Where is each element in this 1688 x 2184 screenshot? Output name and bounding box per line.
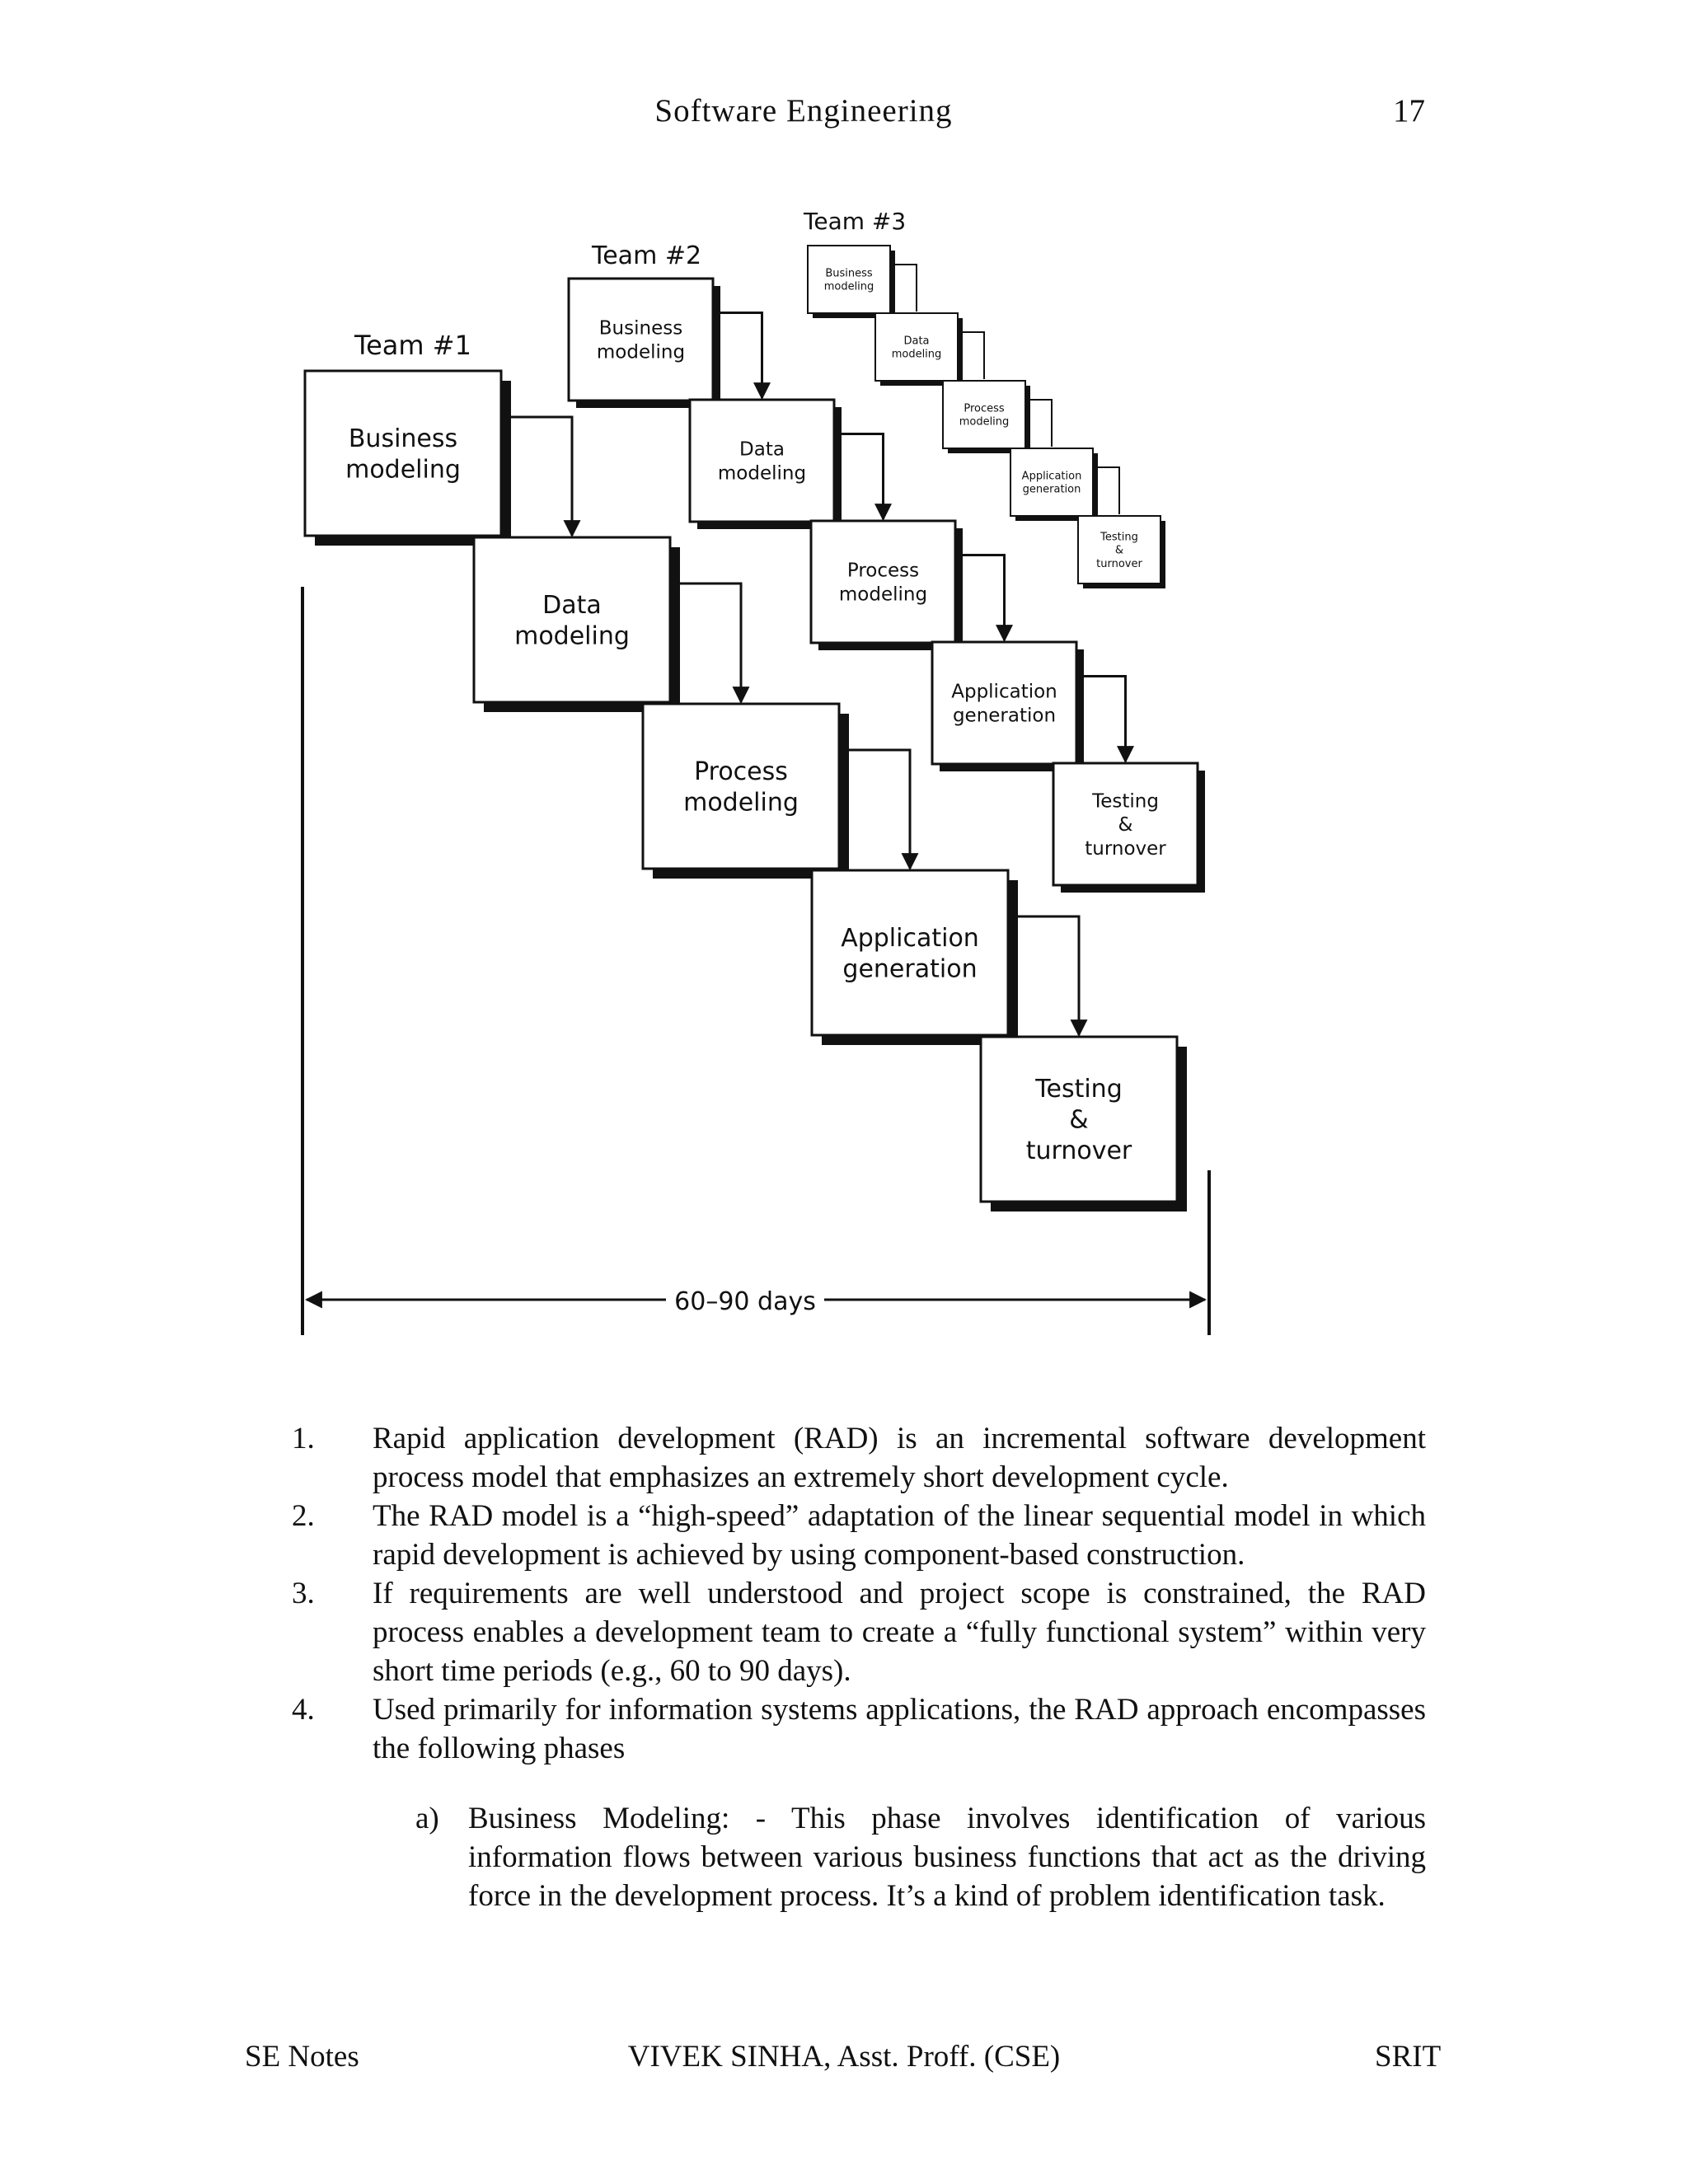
phase-label: Process <box>694 757 788 786</box>
phase-label: & <box>1114 544 1124 557</box>
phase-label: modeling <box>891 348 942 361</box>
footer-center: VIVEK SINHA, Asst. Proff. (CSE) <box>627 2040 1061 2074</box>
list-item-text: Used primarily for information systems applications, the RAD approach encompasses the following phases <box>373 1693 1426 1765</box>
phase-label: & <box>1069 1105 1089 1135</box>
phase-box <box>808 246 895 318</box>
phase-label: turnover <box>1096 557 1142 570</box>
sub-list-item-text: Business Modeling: - This phase involves identification of various information flows between various business functions that act as the driving force in the development process. It’s a kind of problem identification task. <box>468 1802 1426 1913</box>
phases-sublist <box>412 1799 1426 1915</box>
phase-label: Business <box>348 424 458 453</box>
phase-connector-arrow <box>1018 916 1079 1035</box>
phase-label: modeling <box>717 462 807 485</box>
phase-box <box>569 279 720 408</box>
list-item-number: 1. <box>292 1422 315 1455</box>
phase-label: turnover <box>1025 1137 1132 1165</box>
phase-label: modeling <box>959 415 1010 429</box>
phase-box <box>811 521 963 650</box>
phase-connector-arrow <box>849 750 910 869</box>
phase-label: modeling <box>823 280 874 293</box>
phase-box <box>690 400 842 529</box>
phase-label: Application <box>841 923 979 953</box>
phase-box <box>643 704 849 879</box>
phase-label: modeling <box>514 621 630 651</box>
phase-label: Application <box>951 681 1057 703</box>
footer-left: SE Notes <box>245 2040 359 2074</box>
team-label: Team #1 <box>354 330 471 361</box>
duration-label: 60–90 days <box>674 1287 816 1316</box>
phase-label: turnover <box>1085 837 1166 860</box>
footer-right: SRIT <box>1375 2040 1442 2074</box>
phase-label: generation <box>952 705 1057 727</box>
phase-box <box>1053 763 1205 893</box>
list-item-text: Rapid application development (RAD) is an incremental software development process model that emphasizes an extremely short development cycle. <box>373 1422 1426 1494</box>
phase-connector-arrow <box>842 434 884 519</box>
phase-box <box>932 642 1084 771</box>
phase-label: & <box>1118 814 1133 837</box>
phase-connector-arrow <box>1084 676 1126 762</box>
phase-label: modeling <box>683 788 799 818</box>
phase-connector-arrow <box>720 312 762 398</box>
phase-label: Testing <box>1100 531 1138 544</box>
phase-box <box>943 381 1030 453</box>
phase-label: Data <box>903 335 930 348</box>
phase-box <box>875 313 963 386</box>
phase-box <box>305 371 511 546</box>
phase-label: Process <box>846 560 920 582</box>
phase-label: Application <box>1021 470 1082 483</box>
list-item-number: 4. <box>292 1693 315 1727</box>
page-header-title: Software Engineering <box>654 93 953 129</box>
list-item <box>288 1690 1426 1768</box>
phase-box <box>474 537 680 712</box>
phase-connector-arrow <box>963 555 1005 640</box>
phase-label: Testing <box>1092 790 1159 813</box>
sub-list-item-letter: a) <box>415 1802 439 1835</box>
phase-label: Testing <box>1035 1075 1123 1104</box>
sub-list-item <box>412 1799 1426 1915</box>
phase-connector-arrow <box>963 332 984 379</box>
list-item-text: The RAD model is a “high-speed” adaptation of the linear sequential model in which rapid development is achieved by using component-based construction. <box>373 1499 1426 1572</box>
phase-connector-arrow <box>1030 400 1052 447</box>
phase-label: modeling <box>596 341 686 363</box>
phase-box <box>812 870 1018 1045</box>
phase-label: Business <box>825 267 873 280</box>
phase-connector-arrow <box>511 417 572 536</box>
phase-label: Business <box>598 317 683 340</box>
team-label: Team #3 <box>804 208 907 235</box>
phase-label: generation <box>1022 483 1081 496</box>
phase-connector-arrow <box>1098 467 1119 514</box>
page-number: 17 <box>1393 93 1425 129</box>
list-item-text: If requirements are well understood and project scope is constrained, the RAD process enables a development team to create a “fully functional system” within very short time periods (e.g., 60 to 90 days). <box>373 1577 1426 1688</box>
list-item <box>288 1574 1426 1690</box>
rad-points-list <box>288 1419 1426 1768</box>
phase-connector-arrow <box>680 583 741 702</box>
phase-label: modeling <box>345 455 461 485</box>
phase-box <box>981 1037 1187 1212</box>
phase-label: Process <box>964 402 1005 415</box>
phase-box <box>1010 448 1098 521</box>
phase-label: Data <box>739 438 785 461</box>
list-item-number: 2. <box>292 1499 315 1533</box>
phase-box <box>1078 516 1165 588</box>
list-item <box>288 1419 1426 1497</box>
phase-label: Data <box>542 590 602 620</box>
phase-label: modeling <box>838 583 928 606</box>
phase-connector-arrow <box>895 265 917 312</box>
list-item <box>288 1497 1426 1574</box>
team-label: Team #2 <box>592 241 702 270</box>
phase-label: generation <box>842 954 978 984</box>
list-item-number: 3. <box>292 1577 315 1610</box>
